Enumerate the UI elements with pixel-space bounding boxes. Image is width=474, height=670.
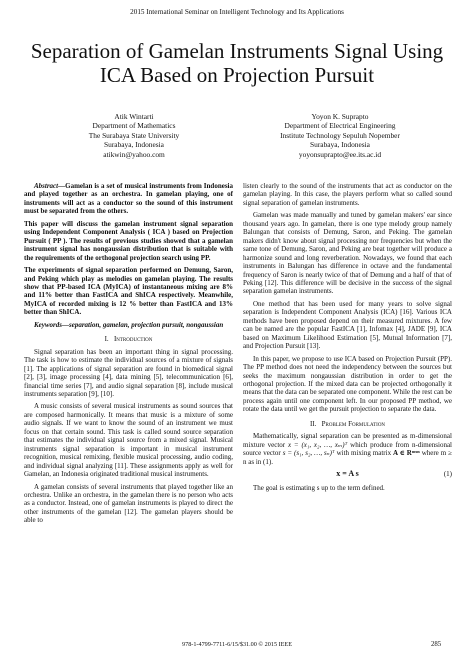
intro-paragraph-3: A gamelan consists of several instruments that played together like an orchestra. Unlike an orchestra, in the gamelan there is no person who acts as a conductor. Instead, one of gamelan instruments is played to direct the other instruments of the gamelan [12]. The gamelan players should be able to — [24, 482, 233, 525]
left-column — [24, 182, 233, 529]
math-mixing-matrix: A ∈ Rᵐˣⁿ — [393, 449, 420, 458]
author-email[interactable]: yoyonsuprapto@ee.its.ac.id — [298, 149, 382, 159]
author-institution: Institute Technology Sepuluh Nopember — [280, 130, 400, 140]
author-dept: Department of Mathematics — [92, 121, 176, 131]
intro-paragraph-2: A music consists of several musical instruments as sound sources that are composed harmonically. It means that music is a mixture of some audio signals. If we want to know the sound of an instrument we must focus on that certain sound. This task is called sound source separation that estimates the individual signal source from a mixed signal. Musical instruments signal separation is important in musical instrument recognition, musical remixing, flexible musical processing, audio coding, and individual signal analyzing [11]. These assignments apply as well for Gamelan, an Indonesia originated traditional musical instruments. — [24, 402, 233, 479]
author-name: Yoyon K. Suprapto — [311, 112, 369, 121]
text-run: which produce from n-dimensional source vector — [243, 440, 453, 458]
abstract-label: Abstract — [34, 182, 59, 190]
author-block-2 — [240, 112, 440, 159]
right-paragraph-4: In this paper, we propose to use ICA based on Projection Pursuit (PP). The PP method does not need the independency between the sources but seeks the maximum nongaussian distribution in order to get the orthogonal projection. If the mixed data can be projected orthogonally it means that the data can be separated one component. While the rest can be process again until one component left. In our proposed PP method, we rotate the data until we get the pursuit projection to separate the data. — [243, 354, 453, 414]
author-city: Surabaya, Indonesia — [104, 140, 164, 150]
keywords-text: —separation, gamelan, projection pursuit, nongaussian — [62, 320, 224, 329]
paper-title: Separation of Gamelan Instruments Signal Using ICA Based on Projection Pursuit — [30, 39, 444, 87]
keywords — [24, 321, 233, 329]
right-column — [243, 182, 452, 496]
formulation-paragraph — [243, 432, 452, 466]
abstract-paragraph-2: This paper will discuss the gamelan instrument signal separation using Independent Component Analysis ( ICA ) based on Projection Pursuit ( PP ). The results of previous studies showed that a gamelan instrument signal has nongaussian distribution that is suitable with the requirements of the orthogonal projection search using PP. — [24, 219, 233, 262]
text-run: with mixing matrix — [334, 449, 394, 458]
text-run: Mathematically, signal separation can be presented as m-dimensional mixture vector — [243, 432, 452, 449]
section-title: Problem Formulation — [321, 419, 386, 428]
math-mixture-vector: x = (x₁, x₂, …, xₘ)ᵀ — [287, 440, 348, 449]
page-number: 285 — [431, 641, 442, 648]
running-header: 2015 International Seminar on Intelligent Technology and Its Applications — [130, 8, 344, 16]
author-block-1 — [34, 112, 234, 159]
section-number: I. — [104, 335, 109, 344]
intro-paragraph-1: Signal separation has been an important thing in signal processing. The task is how to estimate the individual sources of a mixture of signals [1]. The applications of signal separation are found in biomedical signal [2], [3], image processing [4], data mining [5], telecommunication [6], financial time series [7], and audio signal separation [8], include musical instruments separation [9], [10]. — [24, 347, 233, 398]
section-heading-problem-formulation — [243, 420, 452, 428]
author-dept: Department of Electrical Engineering — [284, 121, 396, 131]
equation-1 — [243, 470, 452, 478]
goal-paragraph: The goal is estimating s up to the term defined. — [253, 483, 385, 492]
author-city: Surabaya, Indonesia — [310, 140, 370, 150]
right-paragraph-3: One method that has been used for many years to solve signal separation is Independent Component Analysis (ICA) [16]. Various ICA methods have been proposed depend on their measured mixtures. A few can be named are the popular FastICA [1], Infomax [4], JADE [9], ICA based on Maximum Likelihood Estimation [5], Mutual Information [7], and Projection Pursuit [13]. — [243, 299, 452, 351]
abstract-text: —Gamelan is a set of musical instruments from Indonesia and played together as an orchestra. In gamelan playing, one of instruments will act as a conductor so the sound of this instrument must be separated from the others. — [24, 182, 233, 216]
math-source-vector: s = (s₁, s₂, …, sₙ)ᵀ — [282, 449, 335, 458]
abstract-paragraph-3: The experiments of signal separation performed on Demung, Saron, and Peking which play as melodies on gamelan playing. The results show that PP-based ICA (MyICA) of instantaneous mixing are 8% and 11% better than FastICA and ShICA respectively. Meanwhile, MyICA of recorded mixing is 12 % better than FastICA and 13% better than ShICA. — [24, 266, 233, 317]
equation-number: (1) — [443, 470, 452, 479]
copyright-footer: 978-1-4799-7711-6/15/$31.00 © 2015 IEEE — [182, 641, 292, 648]
section-title: Introduction — [113, 335, 153, 344]
author-name: Atik Wintarti — [114, 112, 154, 121]
section-heading-introduction — [24, 335, 233, 343]
section-number: II. — [309, 419, 317, 428]
text-run: where m ≥ n as in (1). — [243, 449, 452, 466]
equation-body: x = A s — [336, 469, 359, 479]
author-email[interactable]: atikwin@yahoo.com — [103, 149, 165, 159]
abstract-paragraph — [24, 182, 233, 216]
keywords-label: Keywords — [34, 320, 62, 329]
author-institution: The Surabaya State University — [88, 130, 180, 140]
right-paragraph-2: Gamelan was made manually and tuned by gamelan makers' ear since thousand years ago. In gamelan, there is one type melody group namely Balungan that consists of Demung, Saron, and Peking. The gamelan makers didn't know about signal processing nor frequencies but when the same tone of Demung, Saron, and Peking are beat together will produce a harmonize sound and long reverberation. Nowadays, we found that each instruments in Balungan has difference in octave and the fundamental frequency of Saron is nearly twice of that of Demung and a half of that of Peking [12]. This difference will be decisive in the success of the signal separation gamelan instruments. — [243, 211, 452, 296]
right-paragraph-1: listen clearly to the sound of the instruments that act as conductor on the gamelan playing. In this case, the players perform what so called sound signal separation of gamelan instruments. — [243, 182, 452, 207]
